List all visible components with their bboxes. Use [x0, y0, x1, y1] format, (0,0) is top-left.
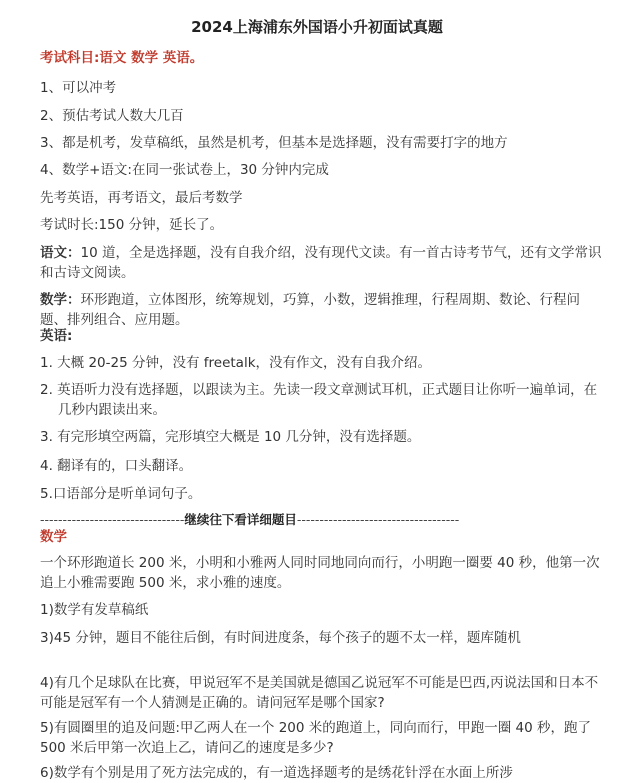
divider-dashes-right: ------------------------------------ — [296, 512, 460, 527]
math-heading: 数学 — [40, 529, 67, 545]
list-item: 4、数学+语文:在同一张试卷上，30 分钟内完成 — [40, 162, 329, 178]
page-title: 2024上海浦东外国语小升初面试真题 — [191, 18, 443, 36]
section-divider — [40, 510, 600, 528]
english-item: 2. 英语听力没有选择题，以跟读为主。先读一段文章测试耳机，正式题目让你听一遍单词，在几秒内跟读出来。 — [40, 382, 598, 418]
math-question: 4)有几个足球队在比赛，甲说冠军不是美国就是德国乙说冠军不可能是巴西,丙说法国和日本不可能是冠军有一个人猜测是正确的。请问冠军是哪个国家? — [40, 675, 599, 711]
list-item: 3、都是机考，发草稿纸，虽然是机考，但基本是选择题，没有需要打字的地方 — [40, 135, 508, 151]
list-item: 2、预估考试人数大几百 — [40, 108, 184, 124]
exam-subjects: 考试科目:语文 数学 英语。 — [40, 50, 204, 66]
chinese-section — [40, 243, 604, 283]
list-item: 1、可以冲考 — [40, 80, 117, 96]
math-question: 1)数学有发草稿纸 — [40, 602, 149, 618]
math-text: 环形跑道，立体图形，统筹规划，巧算，小数，逻辑推理，行程周期、数论、行程问题、排列组合、应用题。 — [40, 292, 580, 328]
divider-dashes-left: -------------------------------- — [40, 512, 185, 527]
chinese-text: 10 道，全是选择题，没有自我介绍，没有现代文读。有一首古诗考节气，还有文学常识和古诗文阅读。 — [40, 245, 602, 281]
math-section — [40, 290, 604, 330]
english-label: 英语: — [40, 328, 73, 344]
english-item: 4. 翻译有的，口头翻译。 — [40, 458, 193, 474]
english-item: 3. 有完形填空两篇，完形填空大概是 10 几分钟，没有选择题。 — [40, 429, 421, 445]
math-question: 6)数学有个别是用了死方法完成的，有一道选择题考的是绣花针浮在水面上所涉 — [40, 765, 513, 781]
math-label: 数学： — [40, 292, 81, 308]
divider-label: 继续往下看详细题目 — [184, 512, 297, 527]
english-item: 1. 大概 20-25 分钟，没有 freetalk，没有作文，没有自我介绍。 — [40, 355, 432, 371]
exam-order: 先考英语，再考语文，最后考数学 — [40, 190, 243, 206]
chinese-label: 语文： — [40, 245, 81, 261]
exam-duration: 考试时长:150 分钟，延长了。 — [40, 217, 224, 233]
math-question: 3)45 分钟，题目不能往后倒，有时间进度条，每个孩子的题不太一样，题库随机 — [40, 630, 521, 646]
english-item: 5.口语部分是听单词句子。 — [40, 486, 202, 502]
math-question: 5)有圆圈里的追及问题:甲乙两人在一个 200 米的跑道上，同向而行，甲跑一圈 40 秒，跑了 500 米后甲第一次追上乙，请问乙的速度是多少? — [40, 720, 592, 756]
math-question: 一个环形跑道长 200 米，小明和小雅两人同时同地同向而行，小明跑一圈要 40 秒，他第一次追上小雅需要跑 500 米，求小雅的速度。 — [40, 555, 600, 591]
